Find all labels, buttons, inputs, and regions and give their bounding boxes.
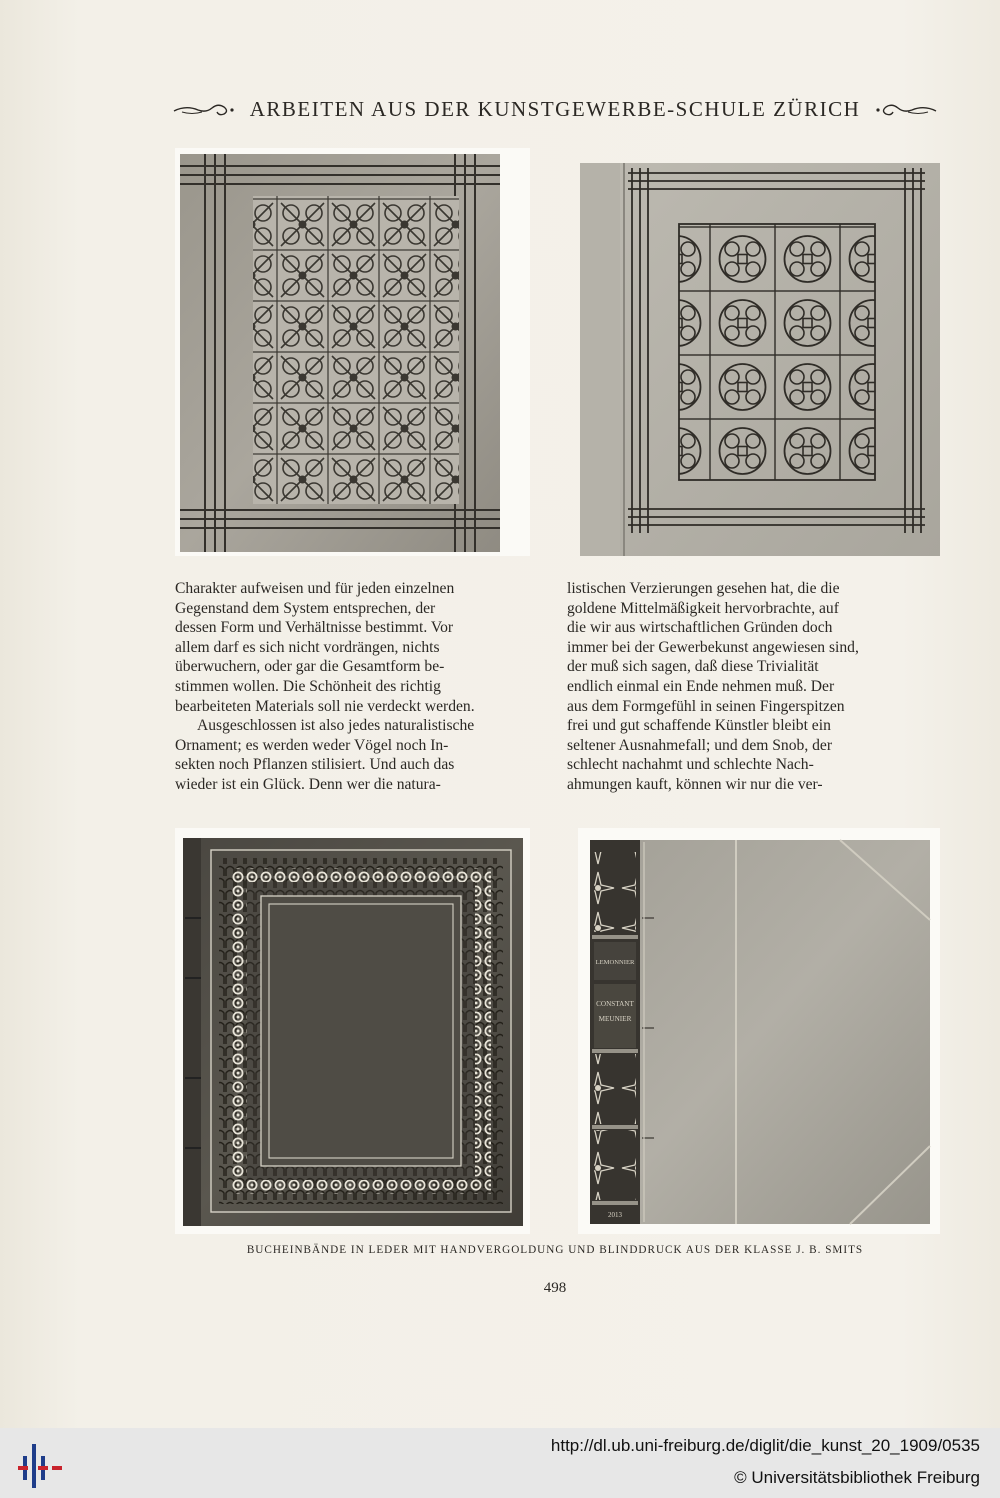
text-line: ahmungen kauft, können wir nur die ver-	[567, 775, 823, 793]
text-line: die wir aus wirtschaftlichen Gründen doch	[567, 619, 833, 637]
text-line: stimmen wollen. Die Schönheit des richtig	[175, 677, 441, 695]
text-column-right	[567, 579, 940, 795]
text-line: endlich einmal ein Ende nehmen muß. Der	[567, 677, 835, 695]
source-url-link[interactable]: http://dl.ub.uni-freiburg.de/diglit/die_kunst_20_1909/0535	[550, 1436, 980, 1455]
page-title: ARBEITEN AUS DER KUNSTGEWERBE-SCHULE ZÜRICH	[249, 96, 861, 121]
left-ornament-icon	[172, 99, 236, 119]
text-line: bearbeiteten Materials soll nie verdeckt werden.	[175, 697, 475, 715]
text-line: überwuchern, oder gar die Gesamtform be-	[175, 658, 445, 676]
spine-label-author: LEMONNIER	[595, 959, 635, 966]
text-line: Gegenstand dem System entsprechen, der	[175, 599, 436, 617]
dark-border-cover-icon	[175, 828, 530, 1234]
text-line: goldene Mittelmäßigkeit hervorbrachte, auf	[567, 599, 839, 617]
text-line: der muß sich sagen, daß diese Trivialität	[567, 658, 819, 676]
book-cover-photo-grid	[175, 148, 530, 556]
text-line: aus dem Formgefühl in seinen Fingerspitzen	[567, 697, 845, 715]
text-line: listischen Verzierungen gesehen hat, die die	[567, 580, 840, 597]
figure-caption: BUCHEINBÄNDE IN LEDER MIT HANDVERGOLDUNG UND BLINDDRUCK AUS DER KLASSE J. B. SMITS	[246, 1244, 864, 1256]
text-line: immer bei der Gewerbekunst angewiesen sind,	[567, 638, 859, 656]
spine-label-number: 2013	[608, 1211, 622, 1219]
text-line: seltener Ausnahmefall; und dem Snob, der	[567, 736, 833, 754]
text-line: Ausgeschlossen ist also jedes naturalistische	[197, 717, 475, 735]
book-cover-photo-circles	[580, 163, 940, 556]
ub-freiburg-logo-icon	[18, 1436, 66, 1488]
text-column-left	[175, 579, 545, 795]
text-line: wieder ist ein Glück. Denn wer die natura-	[175, 775, 441, 793]
text-line: schlecht nachahmt und schlechte Nach-	[567, 756, 814, 774]
text-line: Charakter aufweisen und für jeden einzelnen	[175, 580, 455, 597]
spine-label-title1: CONSTANT	[596, 1000, 634, 1008]
page-number: 498	[543, 1280, 567, 1296]
text-line: frei und gut schaffende Künstler bleibt ein	[567, 717, 831, 735]
running-header	[170, 92, 940, 126]
spine-title-cover-icon	[578, 828, 940, 1234]
text-line: allem darf es sich nicht vordrängen, nichts	[175, 638, 440, 656]
text-line: dessen Form und Verhältnisse bestimmt. Vor	[175, 619, 454, 637]
book-cover-photo-spine	[578, 828, 940, 1234]
copyright-text: © Universitätsbibliothek Freiburg	[734, 1468, 980, 1487]
grid-ornament-cover-icon	[175, 148, 530, 556]
text-line: sekten noch Pflanzen stilisiert. Und auch das	[175, 756, 455, 774]
right-ornament-icon	[874, 99, 938, 119]
spine-label-title2: MEUNIER	[598, 1015, 632, 1023]
circle-ornament-cover-icon	[580, 163, 940, 556]
text-line: Ornament; es werden weder Vögel noch In-	[175, 736, 449, 754]
book-cover-photo-dark	[175, 828, 530, 1234]
